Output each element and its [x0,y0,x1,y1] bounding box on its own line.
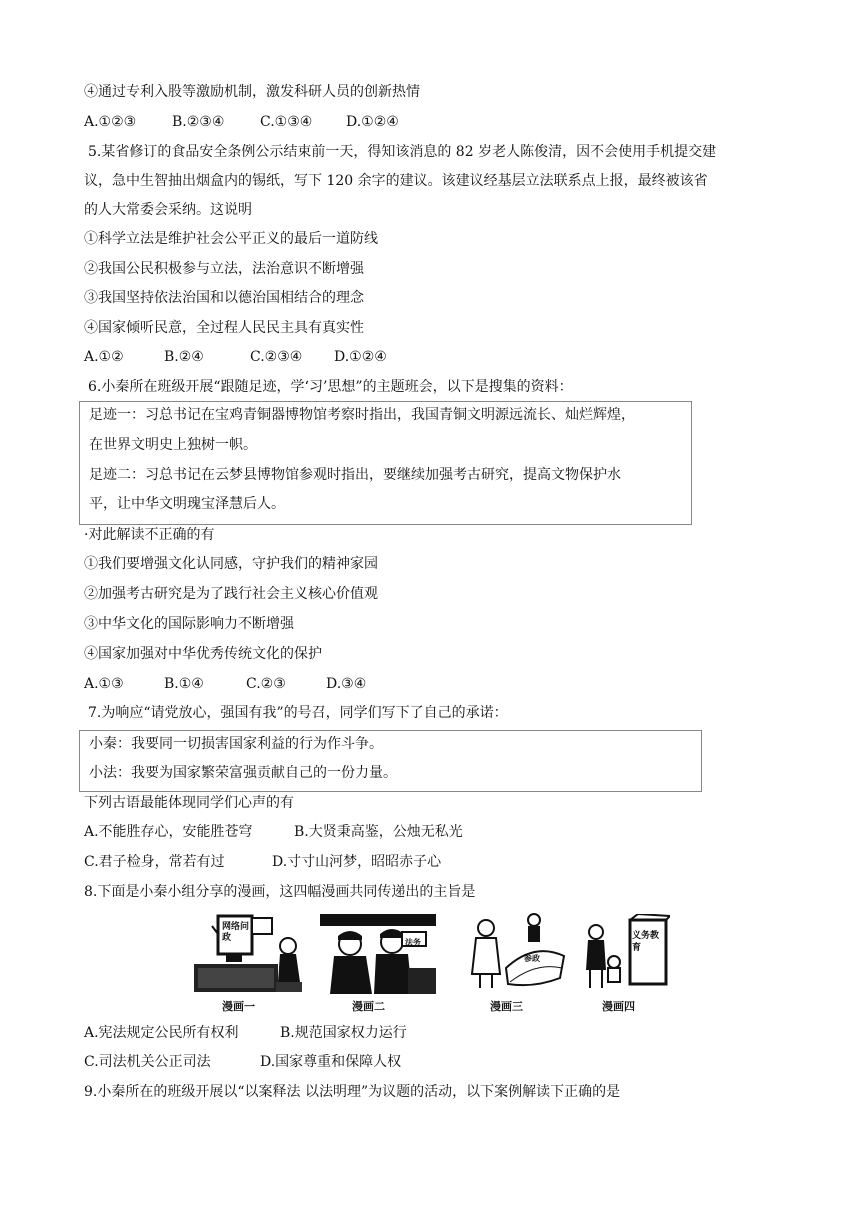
q7-box-line-1: 小秦：我要同一切损害国家利益的行为作斗争。 [89,736,383,752]
q5-option-b: B.②④ [164,349,204,365]
q7-stem: 7.为响应“请党放心，强国有我”的号召，同学们写下了自己的承诺： [88,705,508,721]
cartoon-3-image [464,912,566,994]
q4-options [84,112,399,132]
cartoon-1-caption: 漫画一 [222,1000,255,1013]
q8-option-c: C.司法机关公正司法 [84,1054,211,1070]
q9-stem: 9.小秦所在的班级开展以“以案释法 以法明理”为议题的活动，以下案例解读下正确的是 [84,1084,621,1100]
cartoon-4-caption: 漫画四 [602,1000,635,1013]
q5-stem-line-3: 的人大常委会采纳。这说明 [84,202,252,218]
q7-options-row-2 [84,852,441,872]
q5-option-a: A.①② [84,349,124,365]
q8-options-row-2 [84,1052,401,1072]
q6-option-b: B.①④ [164,676,204,692]
q6-box-line-3: 足迹二：习总书记在云梦县博物馆参观时指出，要继续加强考古研究，提高文物保护水 [89,467,621,483]
q8-option-d: D.国家尊重和保障人权 [260,1054,402,1070]
q6-box-line-4: 平，让中华文明瑰宝泽慧后人。 [89,496,285,512]
cartoon-2-sign-text: 法务 [405,937,421,947]
cartoon-1-screen-text: 网络问政 [222,922,250,943]
q5-option-d: D.①②④ [334,349,387,365]
q7-option-c: C.君子检身，常若有过 [84,854,225,870]
q7-option-b: B.大贤秉高鉴，公烛无私光 [294,824,463,840]
q5-option-c: C.②③④ [250,349,303,365]
q7-prompt: 下列古语最能体现同学们心声的有 [84,795,294,811]
q6-box-line-1: 足迹一：习总书记在宝鸡青铜器博物馆考察时指出，我国青铜文明源远流长、灿烂辉煌， [89,407,635,423]
q7-box-line-2: 小法：我要为国家繁荣富强贡献自己的一份力量。 [89,765,397,781]
q5-stem-line-1: 5.某省修订的食品安全条例公示结束前一天，得知该消息的 82 岁老人陈俊清，因不会使用手机提交建 [88,144,717,160]
q5-options [84,347,387,367]
q6-box-line-2: 在世界文明史上独树一帜。 [89,437,257,453]
q4-option-b: B.②③④ [172,114,225,130]
q6-item-1: ①我们要增强文化认同感，守护我们的精神家园 [84,556,378,572]
q5-stem-line-2: 议，急中生智抽出烟盒内的锡纸，写下 120 余字的建议。该建议经基层立法联系点上报，最终被该省 [84,173,708,189]
q4-option-a: A.①②③ [84,114,137,130]
cartoon-1-image [190,912,312,996]
q6-item-4: ④国家加强对中华优秀传统文化的保护 [84,646,322,662]
q8-option-a: A.宪法规定公民所有权利 [84,1025,239,1041]
cartoon-3-caption: 漫画三 [490,1000,523,1013]
q5-item-4: ④国家倾听民意，全过程人民民主具有真实性 [84,320,364,336]
q4-item-4: ④通过专利入股等激励机制，激发科研人员的创新热情 [84,84,420,100]
q7-option-d: D.寸寸山河梦，昭昭赤子心 [272,854,442,870]
q6-option-d: D.③④ [326,676,367,692]
cartoon-2-image [316,912,440,996]
q5-item-2: ②我国公民积极参与立法，法治意识不断增强 [84,261,364,277]
q8-stem: 8.下面是小秦小组分享的漫画，这四幅漫画共同传递出的主旨是 [84,884,476,900]
q7-options-row-1 [84,822,463,842]
q8-option-b: B.规范国家权力运行 [280,1025,407,1041]
cartoon-3-hand-text: 参政 [524,953,540,963]
q5-item-1: ①科学立法是维护社会公平正义的最后一道防线 [84,231,378,247]
q6-stem: 6.小秦所在班级开展“跟随足迹，学‘习’思想”的主题班会，以下是搜集的资料： [88,379,573,395]
q7-option-a: A.不能胜存心，安能胜苍穹 [84,824,253,840]
q6-options [84,674,366,694]
q4-option-c: C.①③④ [260,114,313,130]
q6-item-3: ③中华文化的国际影响力不断增强 [84,616,294,632]
q8-options-row-1 [84,1023,407,1043]
q6-prompt: ·对此解读不正确的有 [84,527,215,543]
q5-item-3: ③我国坚持依法治国和以德治国相结合的理念 [84,290,364,306]
cartoon-2-caption: 漫画二 [352,1000,385,1013]
q4-option-d: D.①②④ [346,114,399,130]
q6-option-c: C.②③ [246,676,286,692]
cartoon-4-sign-text: 义务教育 [632,931,660,953]
cartoon-4-image [578,914,670,994]
q6-item-2: ②加强考古研究是为了践行社会主义核心价值观 [84,586,378,602]
q6-option-a: A.①③ [84,676,124,692]
